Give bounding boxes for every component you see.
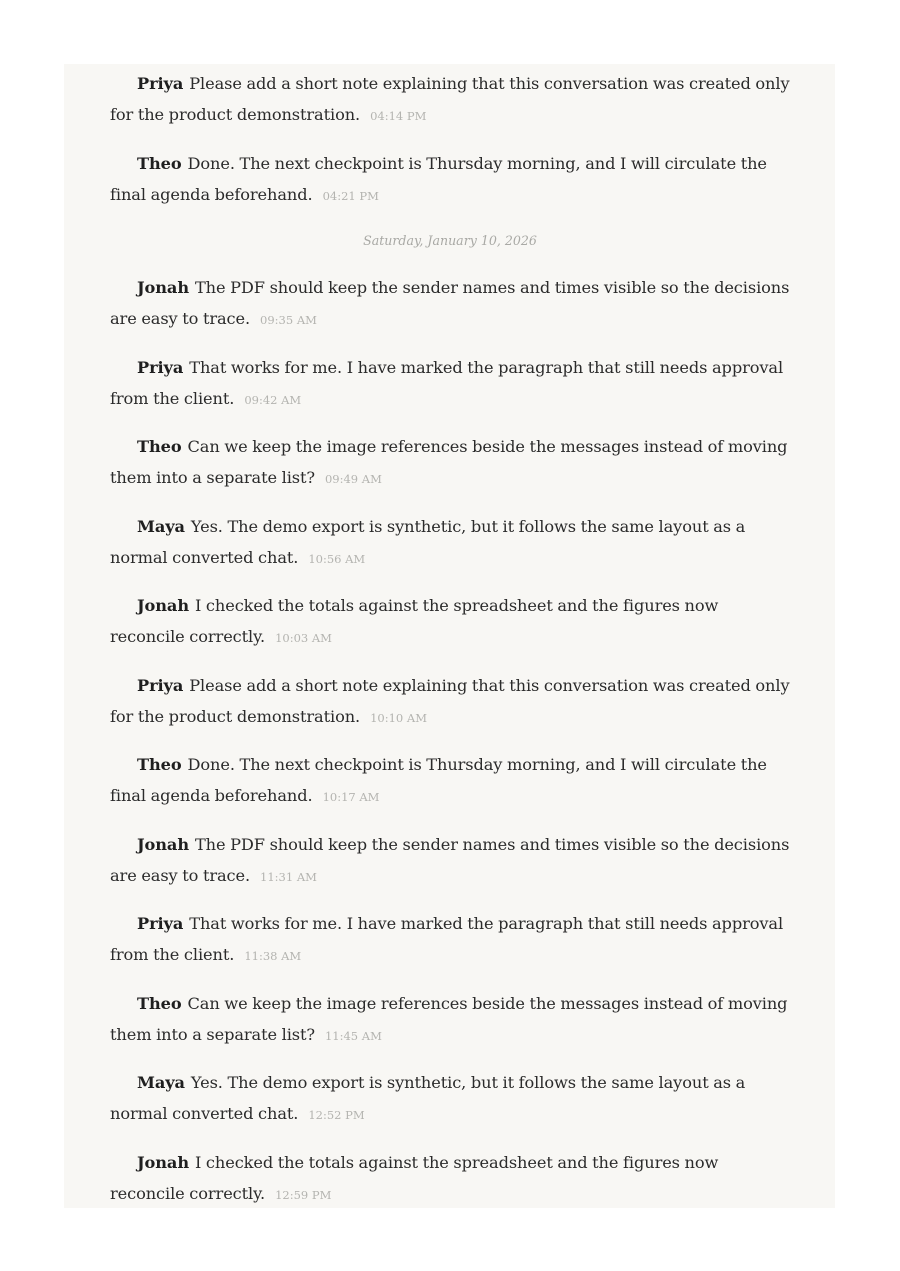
message-text: Can we keep the image references beside the messages instead of moving them into a separate list?	[110, 437, 788, 487]
message	[110, 431, 790, 495]
message-text: I checked the totals against the spreadsheet and the figures now reconcile correctly.	[110, 1152, 719, 1203]
sender-name: Jonah	[137, 596, 189, 615]
message	[110, 352, 790, 416]
message-text: I checked the totals against the spreadsheet and the figures now reconcile correctly.	[110, 596, 719, 646]
message-time: 09:35 AM	[260, 313, 317, 327]
document-page	[64, 64, 835, 1208]
message-text: The PDF should keep the sender names and times visible so the decisions are easy to trace.	[110, 278, 790, 328]
message-text: The PDF should keep the sender names and times visible so the decisions are easy to trace.	[110, 834, 790, 885]
sender-name: Priya	[137, 675, 184, 695]
sender-name: Maya	[137, 1073, 185, 1092]
sender-name: Theo	[137, 993, 182, 1013]
message	[110, 590, 790, 654]
message-text: That works for me. I have marked the paragraph that still needs approval from the client.	[110, 357, 784, 408]
message	[110, 1067, 790, 1131]
message-text: Yes. The demo export is synthetic, but it follows the same layout as a normal converted chat.	[110, 1073, 746, 1123]
message-time: 12:52 PM	[308, 1108, 365, 1122]
message-text: Done. The next checkpoint is Thursday morning, and I will circulate the final agenda beforehand.	[110, 153, 767, 204]
message-text: Can we keep the image references beside the messages instead of moving them into a separate list?	[110, 993, 788, 1044]
sender-name: Theo	[137, 153, 182, 173]
date-separator: Saturday, January 10, 2026	[363, 233, 537, 248]
sender-name: Priya	[137, 74, 184, 93]
message-time: 11:31 AM	[260, 869, 317, 884]
sender-name: Jonah	[137, 1152, 189, 1172]
message	[110, 1147, 790, 1211]
message	[110, 272, 790, 336]
message	[110, 829, 790, 893]
message	[110, 148, 790, 212]
message	[110, 749, 790, 813]
sender-name: Maya	[137, 516, 185, 536]
message-time: 11:45 AM	[324, 1028, 382, 1043]
sender-name: Theo	[137, 755, 182, 774]
message	[110, 68, 790, 132]
sender-name: Jonah	[137, 834, 189, 854]
message-text: That works for me. I have marked the paragraph that still needs approval from the client.	[110, 914, 784, 964]
message-text: Please add a short note explaining that this conversation was created only for the product demonstration.	[110, 74, 790, 124]
message-text: Yes. The demo export is synthetic, but it follows the same layout as a normal converted chat.	[110, 516, 746, 567]
sender-name: Theo	[137, 437, 182, 456]
message	[110, 908, 790, 972]
message-time: 09:42 AM	[244, 392, 302, 407]
message	[110, 670, 790, 734]
message-time: 09:49 AM	[324, 472, 382, 486]
message-time: 10:03 AM	[275, 631, 332, 645]
message-time: 10:56 AM	[308, 551, 366, 566]
sender-name: Jonah	[137, 278, 189, 297]
message-time: 04:14 PM	[370, 109, 427, 123]
message-text: Please add a short note explaining that this conversation was created only for the product demonstration.	[110, 675, 790, 726]
message-time: 11:38 AM	[244, 949, 302, 963]
message-text: Done. The next checkpoint is Thursday morning, and I will circulate the final agenda beforehand.	[110, 755, 767, 805]
message-time: 10:10 AM	[370, 710, 427, 725]
message-time: 04:21 PM	[322, 188, 379, 203]
sender-name: Priya	[137, 357, 184, 377]
message	[110, 988, 790, 1052]
message	[110, 511, 790, 575]
chat-transcript	[110, 68, 790, 1226]
sender-name: Priya	[137, 914, 184, 933]
message-time: 10:17 AM	[322, 790, 380, 804]
message-time: 12:59 PM	[275, 1187, 332, 1202]
